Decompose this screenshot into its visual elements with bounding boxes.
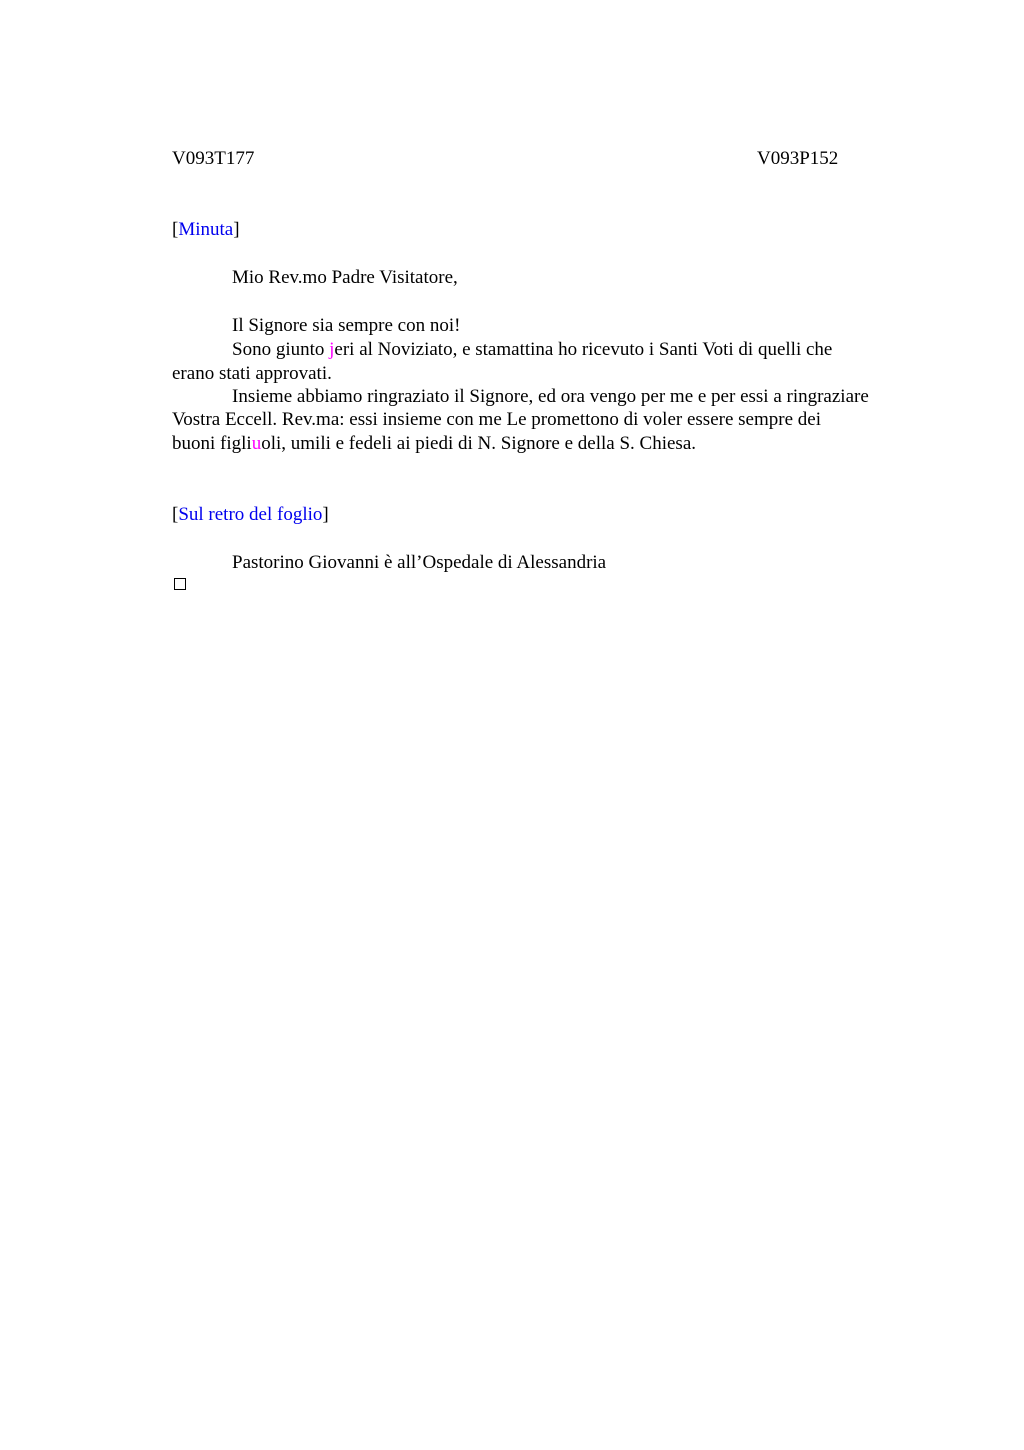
letter-salutation: Mio Rev.mo Padre Visitatore, [232, 267, 458, 288]
section-label-minuta: Minuta [178, 219, 234, 240]
section-heading-minuta [172, 218, 240, 242]
bracket-open: [ [172, 219, 179, 240]
text-run: oli, umili e fedeli ai piedi di N. Signore e della S. Chiesa. [261, 433, 697, 454]
bracket-close: ] [322, 504, 329, 525]
document-code-left: V093T177 [172, 148, 255, 169]
section-label-retro: Sul retro del foglio [178, 504, 323, 525]
emendation-mark: u [251, 433, 262, 454]
retro-note: Pastorino Giovanni è all’Ospedale di Alessandria [232, 552, 607, 573]
paragraph-2-line-3 [172, 432, 696, 456]
text-run: Sono giunto [232, 339, 330, 360]
section-heading-retro [172, 503, 329, 527]
checkbox-square-icon [174, 578, 186, 590]
emendation-mark: j [329, 339, 335, 360]
letter-greeting: Il Signore sia sempre con noi! [232, 315, 461, 336]
paragraph-1-line-2: erano stati approvati. [172, 363, 332, 384]
bracket-open: [ [172, 504, 179, 525]
paragraph-2-line-1: Insieme abbiamo ringraziato il Signore, ed ora vengo per me e per essi a ringraziare [232, 386, 869, 407]
document-code-right: V093P152 [757, 148, 839, 169]
bracket-close: ] [233, 219, 240, 240]
paragraph-1-line-1 [232, 338, 832, 362]
text-run: buoni figli [172, 433, 252, 454]
text-run: eri al Noviziato, e stamattina ho ricevuto i Santi Voti di quelli che [334, 339, 833, 360]
paragraph-2-line-2: Vostra Eccell. Rev.ma: essi insieme con me Le promettono di voler essere sempre dei [172, 409, 821, 430]
